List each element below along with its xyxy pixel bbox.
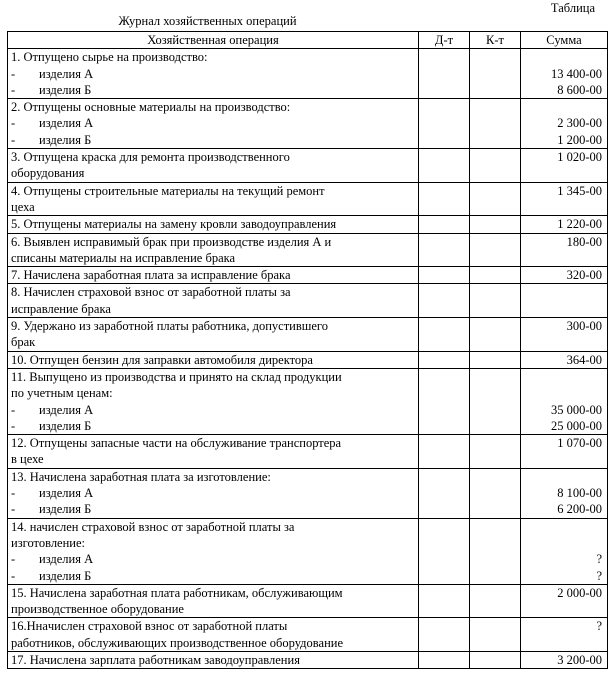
operation-cell: [8, 351, 419, 368]
operation-text-line: списаны материалы на исправление брака: [11, 250, 236, 265]
operation-cell: [8, 468, 419, 518]
sum-value: [524, 99, 602, 115]
operation-text-line: брак: [11, 335, 36, 350]
debit-cell: [419, 368, 470, 434]
sum-value: 320-00: [566, 268, 602, 283]
table-header-row: [8, 32, 608, 49]
sub-item-label: изделия Б: [39, 502, 92, 517]
debit-cell: [419, 351, 470, 368]
operation-text-line: 13. Начислена заработная плата за изготовление:: [11, 469, 271, 484]
debit-cell: [419, 584, 470, 618]
sum-value: [524, 469, 602, 485]
operation-text-line: работников, обслуживающих производственное оборудование: [11, 635, 344, 650]
table-row: [8, 435, 608, 469]
sum-value: ?: [596, 552, 602, 567]
sub-item-label: изделия А: [39, 402, 94, 417]
sub-item-label: изделия А: [39, 66, 94, 81]
sub-item-line: [11, 568, 415, 584]
operation-text-line: исправление брака: [11, 301, 111, 316]
table-row: [8, 618, 608, 652]
credit-cell: [470, 99, 521, 149]
debit-cell: [419, 216, 470, 233]
credit-cell: [470, 651, 521, 668]
sum-cell: [521, 435, 608, 469]
sub-item-line: [11, 501, 415, 517]
sum-value: 2 300-00: [557, 116, 602, 131]
sum-value: 1 220-00: [557, 217, 602, 232]
sub-item-line: [11, 402, 415, 418]
sub-item-label: изделия А: [39, 486, 94, 501]
sum-value: [524, 250, 602, 266]
operation-text-line: 2. Отпущены основные материалы на производство:: [11, 100, 291, 115]
debit-cell: [419, 99, 470, 149]
operation-text-line: 6. Выявлен исправимый брак при производстве изделия А и: [11, 234, 332, 249]
debit-cell: [419, 149, 470, 183]
sum-cell: [521, 216, 608, 233]
sum-value: 180-00: [566, 234, 602, 249]
dash-marker: -: [11, 132, 16, 147]
operation-text-line: оборудования: [11, 166, 85, 181]
credit-cell: [470, 233, 521, 267]
sum-cell: [521, 284, 608, 318]
sub-item-label: изделия А: [39, 552, 94, 567]
operation-cell: [8, 651, 419, 668]
sum-value: 1 070-00: [557, 436, 602, 451]
sub-item-line: [11, 551, 415, 567]
operation-text-line: 7. Начислена заработная плата за исправление брака: [11, 268, 291, 283]
column-header-credit: К-т: [470, 32, 521, 49]
table-row: [8, 284, 608, 318]
sum-value: 1 345-00: [557, 183, 602, 198]
sum-value: [524, 334, 602, 350]
credit-cell: [470, 267, 521, 284]
operation-text-line: 5. Отпущены материалы на замену кровли заводоуправления: [11, 217, 337, 232]
sum-cell: [521, 99, 608, 149]
journal-title: Журнал хозяйственных операций: [118, 14, 297, 28]
credit-cell: [470, 284, 521, 318]
debit-cell: [419, 284, 470, 318]
operation-cell: [8, 49, 419, 99]
sum-value: [524, 385, 602, 401]
credit-cell: [470, 368, 521, 434]
column-header-operation: Хозяйственная операция: [8, 32, 419, 49]
dash-marker: -: [11, 402, 16, 417]
sum-cell: [521, 351, 608, 368]
sum-cell: [521, 518, 608, 584]
operation-text-line: по учетным ценам:: [11, 386, 113, 401]
operation-text-line: 17. Начислена зарплата работникам заводоуправления: [11, 652, 300, 667]
credit-cell: [470, 584, 521, 618]
sum-cell: [521, 149, 608, 183]
dash-marker: -: [11, 486, 16, 501]
sub-item-label: изделия Б: [39, 568, 92, 583]
sum-cell: [521, 584, 608, 618]
sub-item-line: [11, 82, 415, 98]
sum-value: 8 600-00: [557, 82, 602, 97]
dash-marker: -: [11, 568, 16, 583]
sum-value: [524, 369, 602, 385]
operation-text-line: 11. Выпущено из производства и принято на склад продукции: [11, 369, 342, 384]
credit-cell: [470, 518, 521, 584]
sum-value: [524, 519, 602, 535]
debit-cell: [419, 233, 470, 267]
operation-text-line: 16.Ннaчислен страховой взнос от заработной платы: [11, 619, 288, 634]
operation-text-line: 8. Начислен страховой взнос от заработной платы за: [11, 285, 291, 300]
table-row: [8, 49, 608, 99]
operation-cell: [8, 182, 419, 216]
operation-text-line: 14. начислен страховой взнос от заработной платы за: [11, 519, 295, 534]
sum-value: [524, 49, 602, 65]
sum-cell: [521, 49, 608, 99]
debit-cell: [419, 182, 470, 216]
sub-item-line: [11, 485, 415, 501]
sub-item-line: [11, 66, 415, 82]
sum-value: 8 100-00: [557, 486, 602, 501]
sum-cell: [521, 318, 608, 352]
sub-item-line: [11, 132, 415, 148]
debit-cell: [419, 267, 470, 284]
table-row: [8, 216, 608, 233]
operation-cell: [8, 318, 419, 352]
operation-text-line: в цехе: [11, 452, 44, 467]
dash-marker: -: [11, 116, 16, 131]
debit-cell: [419, 618, 470, 652]
dash-marker: -: [11, 82, 16, 97]
operation-text-line: 12. Отпущены запасные части на обслуживание транспортера: [11, 436, 342, 451]
sum-value: 364-00: [566, 352, 602, 367]
operation-cell: [8, 368, 419, 434]
table-row: [8, 318, 608, 352]
dash-marker: -: [11, 418, 16, 433]
table-row: [8, 518, 608, 584]
operation-text-line: 10. Отпущен бензин для заправки автомобиля директора: [11, 352, 313, 367]
sum-value: 13 400-00: [550, 66, 602, 81]
sum-value: 1 200-00: [557, 132, 602, 147]
credit-cell: [470, 149, 521, 183]
operation-text-line: производственное оборудование: [11, 602, 184, 617]
sum-value: 6 200-00: [557, 502, 602, 517]
table-row: [8, 468, 608, 518]
sum-value: [524, 199, 602, 215]
operation-text-line: изготовление:: [11, 535, 85, 550]
operation-text-line: 3. Отпущена краска для ремонта производственного: [11, 150, 290, 165]
sum-cell: [521, 651, 608, 668]
credit-cell: [470, 435, 521, 469]
table-row: [8, 351, 608, 368]
sum-value: 35 000-00: [550, 402, 602, 417]
table-row: [8, 182, 608, 216]
sub-item-label: изделия Б: [39, 132, 92, 147]
table-row: [8, 584, 608, 618]
sum-value: [524, 165, 602, 181]
operation-cell: [8, 518, 419, 584]
sum-cell: [521, 468, 608, 518]
dash-marker: -: [11, 66, 16, 81]
sub-item-line: [11, 418, 415, 434]
operations-table: [7, 31, 608, 669]
operation-text-line: 9. Удержано из заработной платы работника, допустившего: [11, 319, 328, 334]
column-header-debit: Д-т: [419, 32, 470, 49]
dash-marker: -: [11, 552, 16, 567]
operation-text-line: 15. Начислена заработная плата работникам, обслуживающим: [11, 585, 343, 600]
dash-marker: -: [11, 502, 16, 517]
table-row: [8, 368, 608, 434]
sum-value: 2 000-00: [557, 585, 602, 600]
debit-cell: [419, 318, 470, 352]
operation-cell: [8, 99, 419, 149]
operation-cell: [8, 216, 419, 233]
sub-item-label: изделия Б: [39, 418, 92, 433]
sum-value: ?: [596, 568, 602, 583]
credit-cell: [470, 618, 521, 652]
operation-text-line: 4. Отпущены строительные материалы на текущий ремонт: [11, 183, 325, 198]
sum-value: [524, 451, 602, 467]
debit-cell: [419, 468, 470, 518]
operation-cell: [8, 149, 419, 183]
table-row: [8, 267, 608, 284]
sum-value: [524, 601, 602, 617]
sum-cell: [521, 618, 608, 652]
sum-value: [524, 535, 602, 551]
operation-text-line: цеха: [11, 199, 35, 214]
sum-value: 300-00: [566, 319, 602, 334]
operation-text-line: 1. Отпущено сырье на производство:: [11, 50, 208, 65]
sub-item-line: [11, 115, 415, 131]
operations-body: [8, 49, 608, 669]
debit-cell: [419, 518, 470, 584]
sum-value: [524, 301, 602, 317]
sum-value: [524, 284, 602, 300]
sub-item-label: изделия А: [39, 116, 94, 131]
operation-cell: [8, 233, 419, 267]
credit-cell: [470, 318, 521, 352]
sum-cell: [521, 233, 608, 267]
credit-cell: [470, 49, 521, 99]
sum-value: 25 000-00: [550, 418, 602, 433]
sum-value: ?: [596, 619, 602, 634]
credit-cell: [470, 468, 521, 518]
table-row: [8, 149, 608, 183]
debit-cell: [419, 435, 470, 469]
sum-value: 1 020-00: [557, 150, 602, 165]
table-row: [8, 99, 608, 149]
column-header-sum: Сумма: [521, 32, 608, 49]
debit-cell: [419, 49, 470, 99]
sum-cell: [521, 368, 608, 434]
operation-cell: [8, 584, 419, 618]
table-row: [8, 233, 608, 267]
sum-cell: [521, 182, 608, 216]
operation-cell: [8, 284, 419, 318]
operation-cell: [8, 618, 419, 652]
credit-cell: [470, 351, 521, 368]
operation-cell: [8, 267, 419, 284]
sum-cell: [521, 267, 608, 284]
credit-cell: [470, 216, 521, 233]
sum-value: [524, 635, 602, 651]
credit-cell: [470, 182, 521, 216]
sub-item-label: изделия Б: [39, 82, 92, 97]
table-row: [8, 651, 608, 668]
operation-cell: [8, 435, 419, 469]
sum-value: 3 200-00: [557, 652, 602, 667]
table-label: Таблица: [550, 1, 595, 15]
debit-cell: [419, 651, 470, 668]
